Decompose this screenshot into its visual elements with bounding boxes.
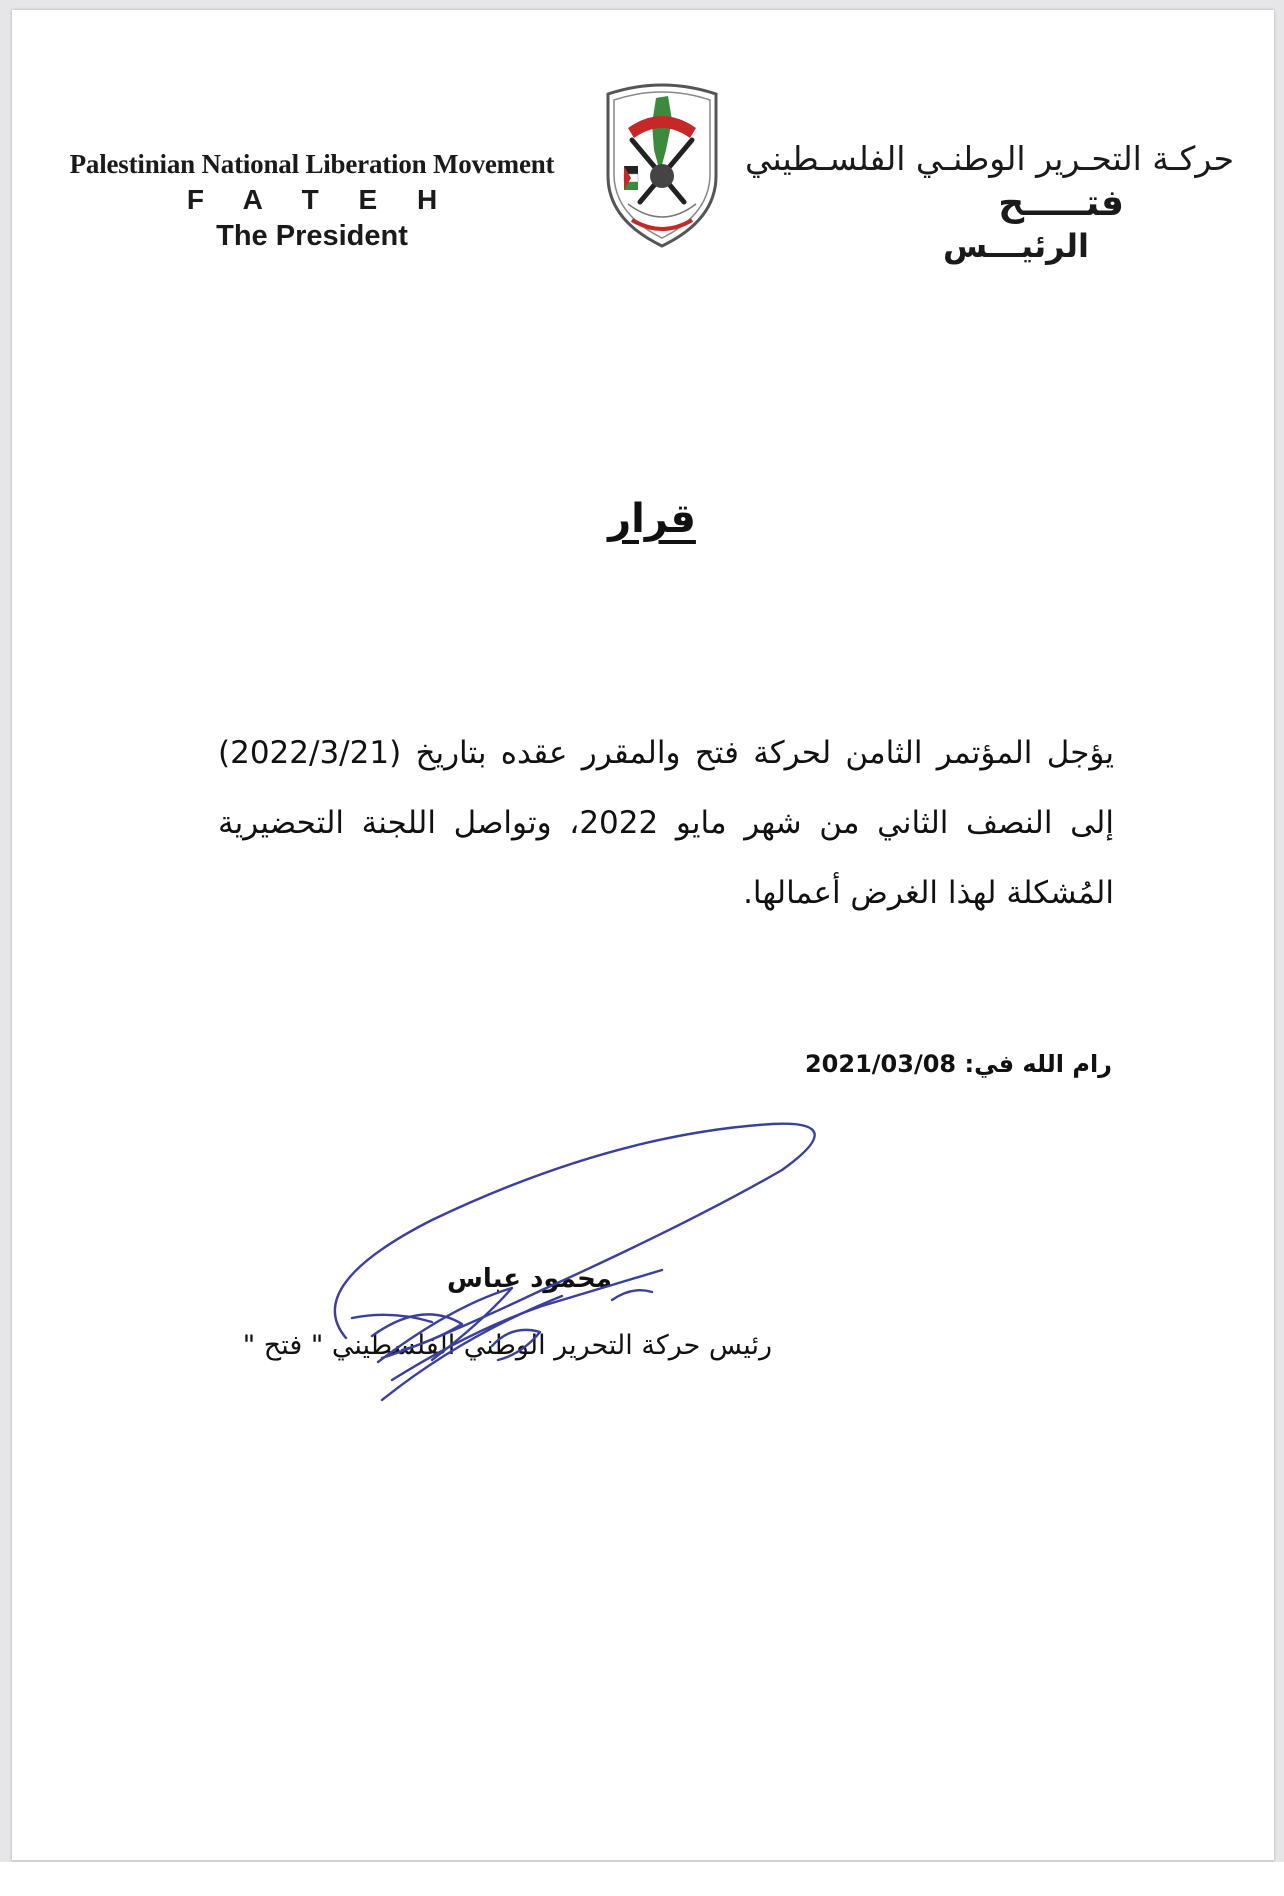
letterhead-name-ar: فتـــــح	[998, 183, 1124, 224]
signer-title: رئيس حركة التحرير الوطني الفلسطيني " فتح "	[242, 1330, 772, 1361]
letterhead-arabic	[714, 136, 1234, 266]
letterhead-title-en: The President	[216, 220, 408, 252]
document-page	[12, 10, 1274, 1861]
handwritten-signature	[312, 1110, 842, 1410]
letterhead-organization-ar: حركـة التحـرير الوطنـي الفلسـطيني	[744, 139, 1234, 178]
letterhead-organization-en: Palestinian National Liberation Movement	[69, 149, 555, 179]
document-title: قرار	[608, 496, 696, 542]
dateline-label: رام الله في:	[964, 1050, 1112, 1078]
screenshot-bottom-margin	[0, 1862, 1284, 1896]
letterhead-english	[52, 146, 572, 254]
signer-name: محمود عباس	[447, 1264, 612, 1294]
dateline	[772, 1050, 1112, 1078]
letterhead-name-en: F A T E H	[186, 184, 454, 215]
letterhead-title-ar: الرئيـــس	[942, 227, 1089, 265]
fateh-emblem-icon	[598, 80, 726, 252]
decision-text: يؤجل المؤتمر الثامن لحركة فتح والمقرر عقده بتاريخ (2022/3/21) إلى النصف الثاني من شهر مايو 2022، وتواصل اللجنة التحضيرية المُشكلة لهذا الغرض أعمالها.	[218, 735, 1114, 911]
dateline-date: 2021/03/08	[804, 1050, 957, 1078]
